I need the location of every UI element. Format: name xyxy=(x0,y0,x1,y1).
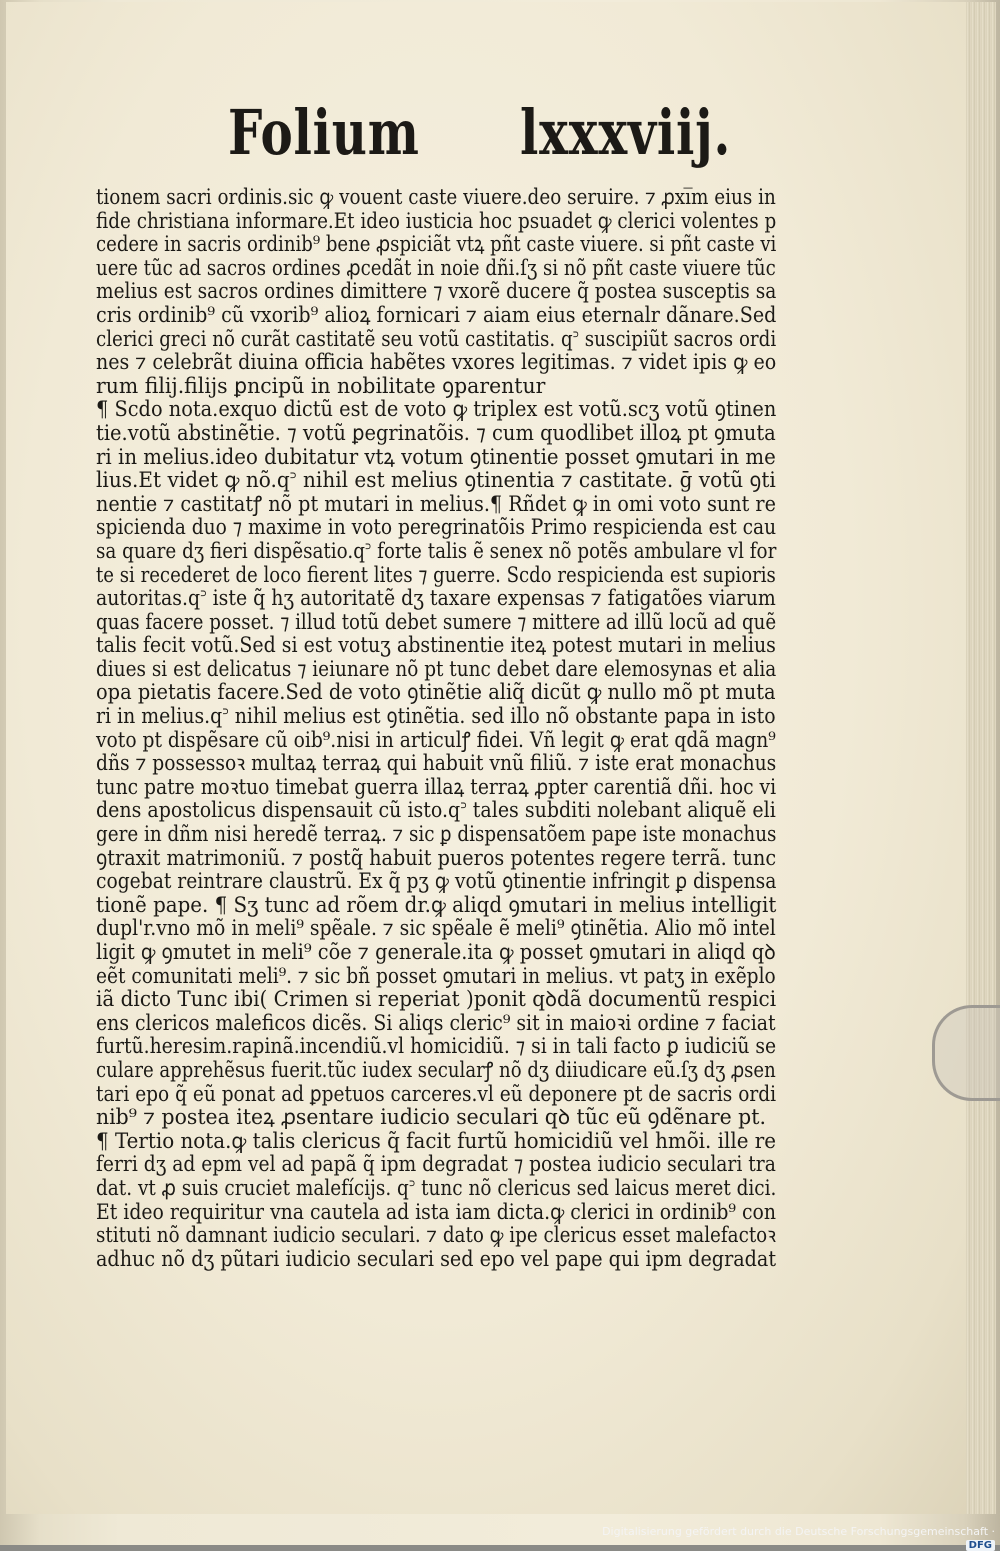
text-line: clerici greci nõ curãt castitatẽ seu votũ castitatis. q꜄ suscipiũt sacros ordi xyxy=(96,326,777,351)
text-line: adhuc nõ dʒ pũtari iudicio seculari sed epo vel pape qui ipm degradat xyxy=(96,1246,777,1271)
text-line: cris ordinib⁹ cũ vxorib⁹ alioꝝ fornicari ⁊ aiam eius eternalr dãnare.Sed xyxy=(96,302,777,327)
text-line: nib⁹ ⁊ postea iteꝝ ꝓsentare iudicio seculari qꝺ tũc eũ ꝯdẽnare pt. xyxy=(96,1105,766,1130)
text-line: ¶ Scdo nota.exquo dictũ est de voto ꝙ triplex est votũ.scʒ votũ ꝯtinen xyxy=(96,397,777,422)
body-text xyxy=(96,186,796,1271)
text-line: nes ⁊ celebrãt diuina officia habẽtes vxores legitimas. ⁊ videt ipis ꝙ eo xyxy=(96,350,777,375)
text-line: ¶ Tertio nota.ꝙ talis clericus q̃ facit furtũ homicidiũ vel hmõi. ille re xyxy=(96,1128,777,1153)
text-line: opa pietatis facere.Sed de voto ꝯtinẽtie aliq̃ dicũt ꝙ nullo mõ pt muta xyxy=(96,680,776,705)
text-line: tionem sacri ordinis.sic ꝙ vouent caste viuere.deo seruire. ⁊ ꝓxi̅m eius in xyxy=(96,185,776,209)
text-line: ri in melius.q꜄ nihil melius est ꝯtinẽtia. sed illo nõ obstante papa in isto xyxy=(96,704,776,729)
digitization-credit xyxy=(600,1525,995,1551)
text-line: nentie ⁊ castitatꝭ nõ pt mutari in melius.¶ Rñdet ꝙ in omi voto sunt re xyxy=(96,491,776,516)
text-line: tunc patre moꝛtuo timebat guerra illaꝝ terraꝝ ꝓpter carentiã dñi. hoc vi xyxy=(96,774,777,799)
text-line: culare apprehẽsus fuerit.tũc iudex secularꝭ nõ dʒ diiudicare eũ.ſʒ dʒ ꝓsen xyxy=(96,1057,776,1082)
text-line: iã dicto Tunc ibi( Crimen si reperiat )ponit qꝺdã documentũ respici xyxy=(96,987,777,1012)
text-line: sa quare dʒ fieri dispẽsatio.q꜄ forte talis ẽ senex nõ potẽs ambulare vl for xyxy=(96,538,777,563)
text-line: diues si est delicatus ⁊ ieiunare nõ pt tunc debet dare elemosynas et alia xyxy=(96,656,777,681)
text-line: tie.votũ abstinẽtie. ⁊ votũ ꝑegrinatõis. ⁊ cum quodlibet illoꝝ pt ꝯmuta xyxy=(96,420,776,445)
text-line: uere tũc ad sacros ordines ꝓcedãt in noie dñi.ſʒ si nõ pñt caste viuere tũc xyxy=(96,255,776,280)
dfg-logo: DFG xyxy=(966,1540,995,1551)
text-line: lius.Et videt ꝙ nõ.q꜄ nihil est melius ꝯtinentia ⁊ castitate. ḡ votũ ꝯti xyxy=(96,468,776,493)
text-line: eẽt comunitati meli⁹. ⁊ sic bñ posset ꝯmutari in melius. vt patʒ in exẽplo xyxy=(96,963,776,988)
text-line: tionẽ pape. ¶ Sʒ tunc ad rõem dr.ꝙ aliqd ꝯmutari in melius intelligit xyxy=(96,892,777,917)
text-line: cedere in sacris ordinib⁹ bene ꝓspiciãt vtꝝ pñt caste viuere. si pñt caste vi xyxy=(96,232,777,257)
page-edges xyxy=(966,2,996,1514)
text-line: quas facere posset. ⁊ illud totũ debet sumere ⁊ mittere ad illũ locũ ad quẽ xyxy=(96,609,777,634)
text-line: te si recederet de loco fierent lites ⁊ guerre. Scdo respicienda est supioris xyxy=(96,562,776,587)
text-line: ꝯtraxit matrimoniũ. ⁊ postq̃ habuit pueros potentes regere terrã. tunc xyxy=(96,845,777,870)
text-line: autoritas.q꜄ iste q̃ hʒ autoritatẽ dʒ taxare expensas ⁊ fatigatões viarum xyxy=(96,586,776,611)
text-line: ligit ꝙ ꝯmutet in meli⁹ cõe ⁊ generale.ita ꝙ posset ꝯmutari in aliqd qꝺ xyxy=(96,940,776,964)
text-line: talis fecit votũ.Sed si est votuʒ abstinentie iteꝝ potest mutari in melius xyxy=(96,633,776,658)
text-line: dens apostolicus dispensauit cũ isto.q꜄ tales subditi nolebant aliquẽ eli xyxy=(96,798,776,823)
text-line: melius est sacros ordines dimittere ⁊ vxorẽ ducere q̃ postea susceptis sa xyxy=(96,279,777,304)
text-line: rum filij.filijs ꝑncipũ in nobilitate ꝯparentur xyxy=(96,373,546,398)
text-line: ens clericos maleficos dicẽs. Si aliqs cleric⁹ sit in maioꝛi ordine ⁊ faciat xyxy=(96,1010,776,1035)
text-line: dupl'r.vno mõ in meli⁹ spẽale. ⁊ sic spẽale ẽ meli⁹ ꝯtinẽtia. Alio mõ intel xyxy=(96,916,776,941)
text-line: ferri dʒ ad epm vel ad papã q̃ ipm degradat ⁊ postea iudicio seculari tra xyxy=(96,1152,776,1177)
text-line: voto pt dispẽsare cũ oib⁹.nisi in articulꝭ fidei. Vñ legit ꝙ erat qdã magn⁹ xyxy=(96,727,776,752)
credit-text: Digitalisierung gefördert durch die Deutsche Forschungsgemeinschaft · xyxy=(602,1525,995,1538)
text-line: ri in melius.ideo dubitatur vtꝝ votum ꝯtinentie posset ꝯmutari in me xyxy=(96,444,776,469)
folio-number: lxxxviij. xyxy=(520,96,732,169)
text-line: Et ideo requiritur vna cautela ad ista iam dicta.ꝙ clerici in ordinib⁹ con xyxy=(96,1199,776,1224)
text-line: dñs ⁊ possessoꝛ multaꝝ terraꝝ qui habuit vnũ filiũ. ⁊ iste erat monachus xyxy=(96,751,777,776)
text-line: fide christiana informare.Et ideo iusticia hoc psuadet ꝙ clerici volentes p xyxy=(96,208,777,233)
text-line: cogebat reintrare claustrũ. Ex q̃ pʒ ꝙ votũ ꝯtinentie infringit ꝑ dispensa xyxy=(96,869,777,894)
text-line: spicienda duo ⁊ maxime in voto peregrinatõis Primo respicienda est cau xyxy=(96,515,777,540)
text-line: tari epo q̃ eũ ponat ad ꝑpetuos carceres.vl eũ deponere pt de sacris ordi xyxy=(96,1081,777,1106)
text-line: furtũ.heresim.rapinã.incendiũ.vl homicidiũ. ⁊ si in tali facto ꝑ iudiciũ se xyxy=(96,1034,777,1059)
running-head-folium: Folium xyxy=(228,96,420,169)
text-line: stituti nõ damnant iudicio seculari. ⁊ dato ꝙ ipe clericus esset malefactoꝛ xyxy=(96,1223,776,1248)
text-line: dat. vt ꝓ suis cruciet malefícijs. q꜄ tunc nõ clericus sed laicus meret dici. xyxy=(96,1175,777,1200)
book-clip xyxy=(932,1005,1000,1101)
text-line: gere in dñm nisi heredẽ terraꝝ. ⁊ sic ꝑ dispensatõem pape iste monachus xyxy=(96,822,777,847)
